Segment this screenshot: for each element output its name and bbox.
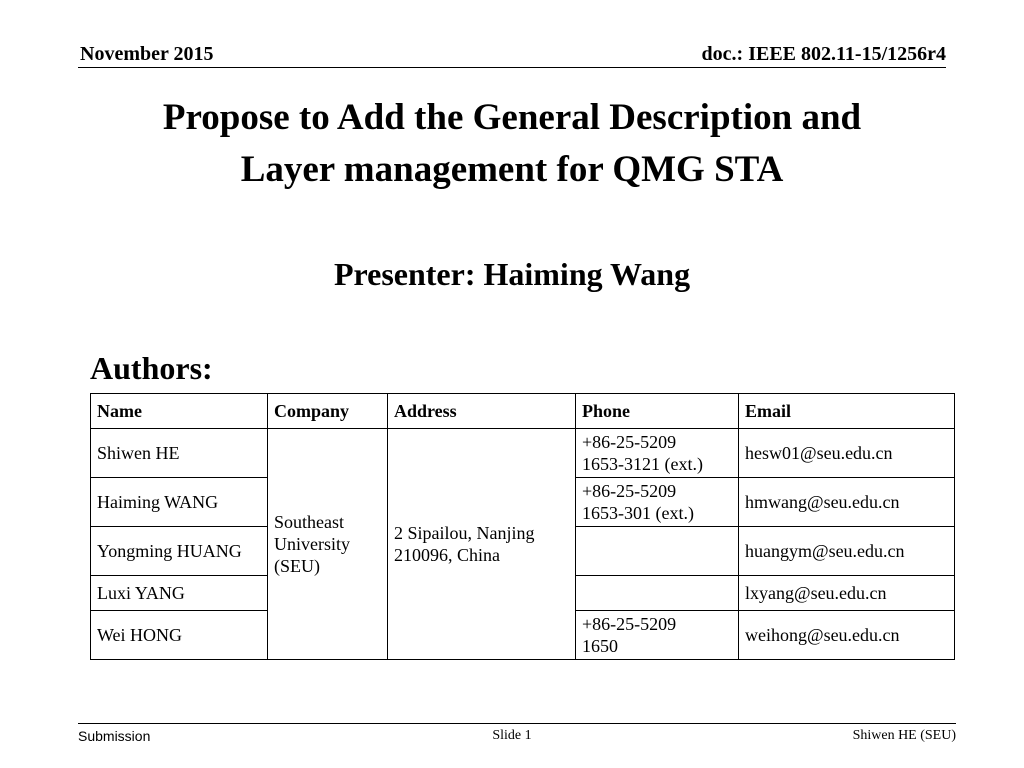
table-header-row <box>91 394 955 429</box>
author-phone <box>576 611 739 660</box>
phone-line: 1653-301 (ext.) <box>582 503 694 523</box>
column-header-company: Company <box>268 394 388 429</box>
footer-submission: Submission <box>78 728 151 744</box>
header-date: November 2015 <box>80 43 214 65</box>
header-doc-id: doc.: IEEE 802.11-15/1256r4 <box>701 43 946 65</box>
author-phone <box>576 527 739 576</box>
column-header-name: Name <box>91 394 268 429</box>
column-header-email: Email <box>739 394 955 429</box>
author-phone <box>576 576 739 611</box>
author-email: huangym@seu.edu.cn <box>739 527 955 576</box>
footer-divider <box>78 723 956 724</box>
author-company <box>268 429 388 660</box>
phone-line: 1650 <box>582 636 618 656</box>
phone-line: +86-25-5209 <box>582 614 677 634</box>
column-header-address: Address <box>388 394 576 429</box>
author-name: Haiming WANG <box>91 478 268 527</box>
author-name: Shiwen HE <box>91 429 268 478</box>
author-email: hesw01@seu.edu.cn <box>739 429 955 478</box>
footer-slide-number: Slide 1 <box>492 728 532 743</box>
author-email: lxyang@seu.edu.cn <box>739 576 955 611</box>
author-name: Yongming HUANG <box>91 527 268 576</box>
company-line: (SEU) <box>274 556 320 576</box>
slide-title-line-1: Propose to Add the General Description and <box>162 97 862 138</box>
phone-line: +86-25-5209 <box>582 432 677 452</box>
header-divider <box>78 67 946 68</box>
slide-title <box>60 92 964 196</box>
authors-label: Authors: <box>90 350 213 386</box>
footer-author: Shiwen HE (SEU) <box>852 728 956 743</box>
authors-table <box>90 393 955 660</box>
slide-title-line-2: Layer management for QMG STA <box>240 149 784 190</box>
author-name: Wei HONG <box>91 611 268 660</box>
presenter-line: Presenter: Haiming Wang <box>333 256 691 292</box>
author-phone <box>576 429 739 478</box>
author-address: 2 Sipailou, Nanjing 210096, China <box>388 429 576 660</box>
author-phone <box>576 478 739 527</box>
author-email: weihong@seu.edu.cn <box>739 611 955 660</box>
column-header-phone: Phone <box>576 394 739 429</box>
author-name: Luxi YANG <box>91 576 268 611</box>
author-email: hmwang@seu.edu.cn <box>739 478 955 527</box>
phone-line: 1653-3121 (ext.) <box>582 454 703 474</box>
company-line: Southeast <box>274 512 344 532</box>
phone-line: +86-25-5209 <box>582 481 677 501</box>
company-line: University <box>274 534 350 554</box>
table-row <box>91 429 955 478</box>
